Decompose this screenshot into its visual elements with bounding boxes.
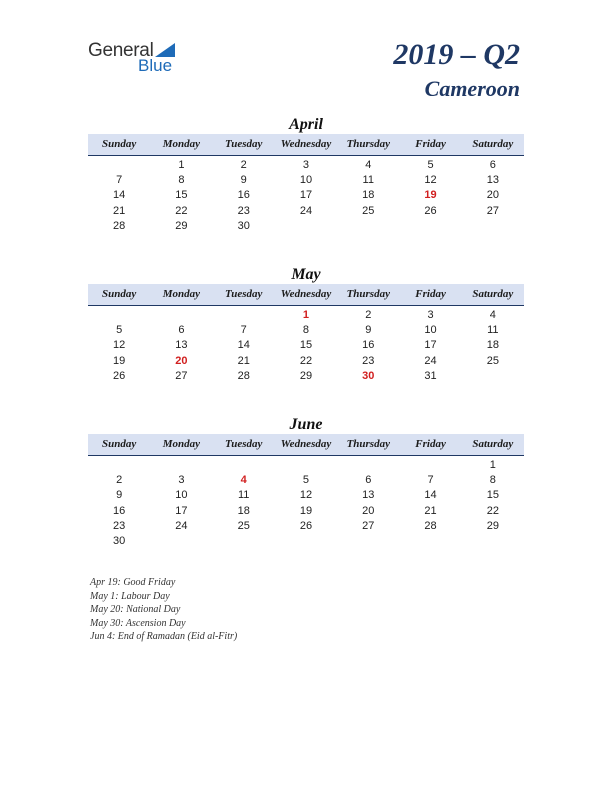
day-cell: 26 <box>113 369 126 382</box>
day-cell: 24 <box>175 519 188 532</box>
day-cell: 27 <box>175 369 188 382</box>
day-cell: 8 <box>178 174 185 187</box>
day-cell: 20 <box>486 189 499 202</box>
day-cell: 23 <box>113 519 126 532</box>
day-cell: 4 <box>489 309 496 321</box>
day-cell <box>399 458 461 473</box>
weekday-header: Sunday <box>102 288 137 300</box>
week-row <box>88 354 524 369</box>
weekday-header: Friday <box>415 288 446 300</box>
weekday-header: Saturday <box>472 288 514 300</box>
weekday-header: Monday <box>162 438 201 450</box>
day-cell: 13 <box>175 339 188 352</box>
day-cell: 12 <box>113 339 126 352</box>
day-cell <box>462 534 524 549</box>
day-cell: 7 <box>240 324 247 337</box>
week-row <box>88 323 524 338</box>
day-cell: 2 <box>240 159 247 171</box>
day-cell: 18 <box>486 339 499 352</box>
day-cell <box>150 534 212 549</box>
holiday-day-cell: 19 <box>424 189 437 202</box>
day-cell: 6 <box>178 324 185 337</box>
day-cell: 10 <box>175 489 188 502</box>
day-cell: 13 <box>362 489 375 502</box>
day-cell: 1 <box>489 459 496 471</box>
day-cell: 27 <box>362 519 375 532</box>
day-cell: 29 <box>299 369 313 382</box>
day-cell <box>337 219 399 234</box>
weekday-header: Wednesday <box>280 138 332 150</box>
week-row <box>88 219 524 234</box>
day-cell: 25 <box>362 204 375 217</box>
day-cell: 10 <box>424 324 437 337</box>
weekday-header: Friday <box>415 438 446 450</box>
holiday-day-cell: 30 <box>362 369 375 382</box>
day-cell <box>399 534 461 549</box>
day-cell: 11 <box>237 489 250 502</box>
day-cell <box>462 369 524 384</box>
day-cell: 19 <box>113 354 126 367</box>
weekday-header: Monday <box>162 288 201 300</box>
day-cell: 8 <box>489 474 496 487</box>
day-cell: 20 <box>362 504 375 517</box>
day-cell: 2 <box>116 474 123 487</box>
day-cell <box>150 308 212 323</box>
day-cell: 29 <box>486 519 499 532</box>
day-cell: 28 <box>237 369 250 382</box>
day-cell: 14 <box>424 489 437 502</box>
day-cell: 28 <box>424 519 437 532</box>
month-june <box>88 416 524 549</box>
weekday-header: Tuesday <box>224 288 263 300</box>
day-cell <box>462 219 524 234</box>
holiday-day-cell: 20 <box>175 354 188 367</box>
day-cell: 9 <box>116 489 123 502</box>
week-row <box>88 338 524 353</box>
day-cell: 17 <box>424 339 437 352</box>
week-row <box>88 488 524 503</box>
day-cell: 22 <box>299 354 313 367</box>
weekday-header: Saturday <box>472 438 514 450</box>
holiday-notes <box>90 576 237 644</box>
day-cell: 14 <box>237 339 250 352</box>
day-cell: 23 <box>237 204 250 217</box>
day-cell: 25 <box>486 354 499 367</box>
calendar-grid <box>88 156 524 234</box>
day-cell: 30 <box>237 219 250 232</box>
week-row <box>88 473 524 488</box>
day-cell <box>88 458 150 473</box>
holiday-note: May 1: Labour Day <box>90 590 170 602</box>
weekday-header: Friday <box>415 138 446 150</box>
holiday-note: May 30: Ascension Day <box>90 617 186 629</box>
day-cell: 7 <box>116 174 123 187</box>
day-cell: 16 <box>113 504 126 517</box>
day-cell: 21 <box>424 504 437 517</box>
day-cell <box>88 308 150 323</box>
day-cell: 17 <box>175 504 188 517</box>
day-cell: 7 <box>427 474 434 487</box>
day-cell: 6 <box>365 474 372 487</box>
day-cell: 26 <box>299 519 313 532</box>
day-cell: 16 <box>237 189 250 202</box>
day-cell <box>213 308 275 323</box>
page-title: 2019 – Q2 <box>393 38 520 71</box>
day-cell: 24 <box>424 354 437 367</box>
week-row <box>88 204 524 219</box>
day-cell: 11 <box>362 174 374 187</box>
day-cell: 11 <box>487 324 499 337</box>
month-title: May <box>291 266 321 283</box>
weekday-header: Monday <box>162 138 201 150</box>
day-cell: 18 <box>362 189 375 202</box>
logo-text-general: General <box>88 40 154 61</box>
day-cell: 5 <box>116 324 123 337</box>
day-cell: 22 <box>175 204 188 217</box>
month-april <box>88 116 524 234</box>
week-row <box>88 188 524 203</box>
day-cell: 17 <box>299 189 313 202</box>
month-title: June <box>289 416 323 433</box>
day-cell: 5 <box>302 474 310 487</box>
page-subtitle: Cameroon <box>424 76 520 101</box>
day-cell: 9 <box>365 324 372 337</box>
day-cell: 8 <box>302 324 310 337</box>
day-cell: 21 <box>113 204 126 217</box>
day-cell: 25 <box>237 519 250 532</box>
day-cell: 26 <box>424 204 437 217</box>
holiday-note: Apr 19: Good Friday <box>90 577 176 588</box>
day-cell: 19 <box>299 504 313 517</box>
day-cell <box>399 219 461 234</box>
day-cell <box>337 458 399 473</box>
day-cell: 6 <box>489 159 496 171</box>
calendar-grid <box>88 456 524 549</box>
day-cell: 29 <box>175 219 188 232</box>
holiday-note: Jun 4: End of Ramadan (Eid al-Fitr) <box>90 631 238 642</box>
weekday-header: Sunday <box>102 438 137 450</box>
day-cell: 14 <box>113 189 126 202</box>
day-cell: 27 <box>486 204 499 217</box>
day-cell <box>150 458 212 473</box>
holiday-day-cell: 4 <box>240 474 247 487</box>
day-cell <box>213 458 275 473</box>
day-cell: 15 <box>299 339 313 352</box>
week-row <box>88 173 524 188</box>
day-cell <box>88 158 150 173</box>
week-row <box>88 308 524 323</box>
logo <box>88 40 188 76</box>
week-row <box>88 458 524 473</box>
holiday-note: May 20: National Day <box>90 604 181 615</box>
weekday-header: Tuesday <box>224 438 263 450</box>
day-cell: 2 <box>365 309 372 321</box>
holiday-day-cell: 1 <box>302 309 310 321</box>
day-cell: 15 <box>486 489 499 502</box>
calendar-grid <box>88 306 524 384</box>
day-cell: 31 <box>424 369 437 382</box>
day-cell: 3 <box>427 309 434 321</box>
day-cell <box>337 534 399 549</box>
weekday-header: Thursday <box>346 438 390 450</box>
weekday-header: Wednesday <box>280 288 332 300</box>
weekday-header: Tuesday <box>224 138 263 150</box>
week-row <box>88 504 524 519</box>
week-row <box>88 534 524 549</box>
day-cell: 13 <box>486 174 499 187</box>
day-cell: 12 <box>424 174 437 187</box>
day-cell: 9 <box>240 174 247 187</box>
day-cell: 21 <box>237 354 250 367</box>
day-cell: 15 <box>175 189 188 202</box>
day-cell <box>275 534 337 549</box>
day-cell: 4 <box>365 159 372 171</box>
weekday-header: Wednesday <box>280 438 332 450</box>
day-cell: 1 <box>178 159 185 171</box>
day-cell: 5 <box>427 159 434 171</box>
day-cell: 18 <box>237 504 250 517</box>
weekday-header: Sunday <box>102 138 137 150</box>
day-cell: 10 <box>299 174 313 187</box>
logo-triangle-icon <box>155 43 175 57</box>
day-cell: 23 <box>362 354 375 367</box>
day-cell <box>213 534 275 549</box>
month-title: April <box>289 116 323 133</box>
week-row <box>88 369 524 384</box>
logo-text-blue: Blue <box>138 56 173 75</box>
day-cell: 22 <box>486 504 499 517</box>
day-cell: 30 <box>113 534 126 547</box>
weekday-header-row <box>88 134 524 156</box>
day-cell: 28 <box>113 219 126 232</box>
day-cell: 12 <box>299 489 313 502</box>
week-row <box>88 519 524 534</box>
day-cell: 3 <box>302 159 310 171</box>
weekday-header: Thursday <box>346 288 390 300</box>
weekday-header-row <box>88 434 524 456</box>
weekday-header: Thursday <box>346 138 390 150</box>
week-row <box>88 158 524 173</box>
day-cell: 24 <box>299 204 313 217</box>
weekday-header: Saturday <box>472 138 514 150</box>
day-cell <box>275 219 337 234</box>
weekday-header-row <box>88 284 524 306</box>
day-cell: 3 <box>178 474 185 487</box>
day-cell: 16 <box>362 339 375 352</box>
day-cell <box>275 458 337 473</box>
month-may <box>88 266 524 384</box>
